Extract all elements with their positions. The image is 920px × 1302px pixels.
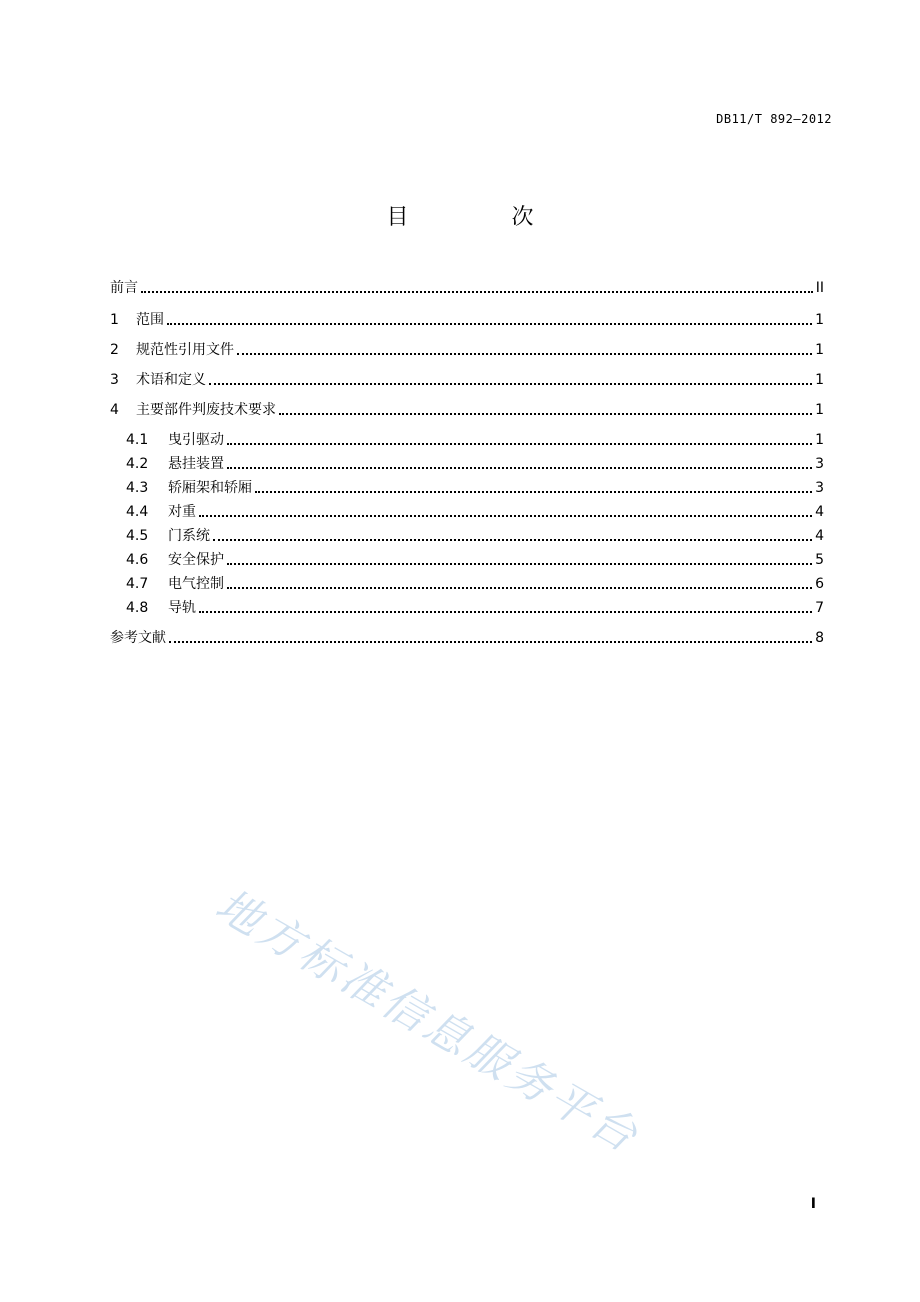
toc-leader-dots: [237, 353, 812, 355]
toc-entry-label: 电气控制: [168, 576, 224, 592]
toc-entry-page: 1: [815, 372, 824, 388]
toc-entry-number: 4: [110, 402, 119, 418]
toc-leader-dots: [227, 443, 812, 445]
toc-leader-dots: [141, 291, 813, 293]
document-code: DB11/T 892—2012: [716, 112, 832, 126]
toc-entry-label: 范围: [136, 312, 164, 328]
toc-entry-page: 1: [815, 342, 824, 358]
toc-leader-dots: [169, 641, 812, 643]
toc-entry[interactable]: [126, 550, 824, 570]
toc-entry-label: 前言: [110, 280, 138, 296]
toc-entry-number: 4.7: [126, 576, 149, 592]
toc-entry-page: 1: [815, 402, 824, 418]
toc-entry-number: 3: [110, 372, 119, 388]
toc-entry-label: 导轨: [168, 600, 196, 616]
toc-entry-number: 4.1: [126, 432, 149, 448]
toc-leader-dots: [209, 383, 812, 385]
toc-entry-number: 2: [110, 342, 119, 358]
toc-entry-label: 参考文献: [110, 630, 166, 646]
toc-entry-number: 4.8: [126, 600, 149, 616]
toc-entry-label: 轿厢架和轿厢: [168, 480, 252, 496]
toc-title: 目 次: [386, 205, 582, 230]
toc-entry-page: 4: [815, 504, 824, 520]
toc-entry-label: 安全保护: [168, 552, 224, 568]
toc-entry-page: 3: [815, 456, 824, 472]
toc-entry-page: 1: [815, 432, 824, 448]
toc-entry-label: 术语和定义: [136, 372, 206, 388]
toc-entry[interactable]: [126, 526, 824, 546]
toc-entry[interactable]: [110, 278, 824, 298]
toc-entry[interactable]: [126, 574, 824, 594]
toc-entry-number: 1: [110, 312, 119, 328]
toc-entry-page: 8: [815, 630, 824, 646]
toc-entry-page: II: [815, 280, 824, 296]
toc-entry[interactable]: [126, 502, 824, 522]
toc-leader-dots: [227, 467, 812, 469]
toc-entry-label: 悬挂装置: [168, 456, 224, 472]
toc-entry-number: 4.4: [126, 504, 149, 520]
toc-entry-label: 规范性引用文件: [136, 342, 234, 358]
toc-entry-number: 4.2: [126, 456, 149, 472]
toc-entry-label: 对重: [168, 504, 196, 520]
toc-entry-page: 6: [815, 576, 824, 592]
toc-leader-dots: [167, 323, 812, 325]
toc-entry-page: 7: [815, 600, 824, 616]
toc-entry[interactable]: [110, 400, 824, 420]
toc-entry[interactable]: [110, 340, 824, 360]
toc-leader-dots: [213, 539, 812, 541]
toc-entry-number: 4.5: [126, 528, 149, 544]
toc-entry-number: 4.6: [126, 552, 149, 568]
toc-entry[interactable]: [126, 598, 824, 618]
toc-entry[interactable]: [110, 628, 824, 648]
page-number: I: [810, 1196, 816, 1212]
toc-entry[interactable]: [110, 310, 824, 330]
toc-leader-dots: [199, 611, 812, 613]
toc-entry-page: 3: [815, 480, 824, 496]
toc-entry[interactable]: [126, 478, 824, 498]
toc-entry-label: 门系统: [168, 528, 210, 544]
toc-leader-dots: [227, 563, 812, 565]
toc-leader-dots: [199, 515, 812, 517]
toc-entry[interactable]: [126, 430, 824, 450]
toc-leader-dots: [279, 413, 812, 415]
toc-entry-page: 1: [815, 312, 824, 328]
toc-entry-page: 5: [815, 552, 824, 568]
toc-entry-page: 4: [815, 528, 824, 544]
toc-entry[interactable]: [110, 370, 824, 390]
toc-leader-dots: [255, 491, 812, 493]
toc-entry-number: 4.3: [126, 480, 149, 496]
toc-entry-label: 曳引驱动: [168, 432, 224, 448]
watermark: 地方标准信息服务平台: [207, 879, 649, 1164]
toc-entry[interactable]: [126, 454, 824, 474]
toc-entry-label: 主要部件判废技术要求: [136, 402, 276, 418]
toc-leader-dots: [227, 587, 812, 589]
